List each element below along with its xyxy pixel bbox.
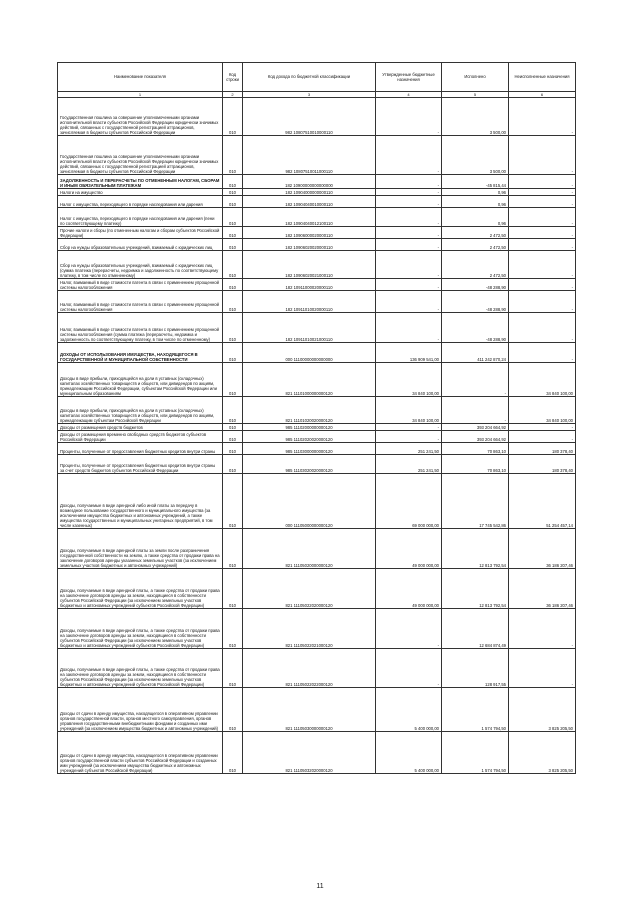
cell-kbk: 182 10906000020000110 (243, 227, 376, 239)
header-kbk: Код дохода по бюджетной классификации (243, 63, 376, 92)
table-row (58, 455, 576, 474)
cell-kbk: 982 10807510010000110 (243, 98, 376, 136)
cell-code: 010 (223, 455, 243, 474)
table-row (58, 474, 576, 529)
cell-name: Проценты, полученные от предоставления бюджетных кредитов внутри страны за счет средств бюджетов субъектов Российской Федерации (58, 455, 223, 474)
table-row (58, 397, 576, 424)
header-unexecuted: Неисполненные назначения (509, 63, 576, 92)
cell-kbk: 982 10807510011000110 (243, 136, 376, 175)
cell-code: 010 (223, 443, 243, 455)
cell-executed: - (442, 363, 509, 397)
cell-executed: 2 472,50 (442, 227, 509, 239)
cell-name: Налоги на имущество (58, 189, 223, 196)
cell-code: 010 (223, 136, 243, 175)
cell-name: Доходы от размещения временно свободных средств бюджетов субъектов Российской Федерации (58, 431, 223, 443)
cell-executed: 12 813 792,54 (442, 569, 509, 609)
cell-kbk: 182 10904040012100110 (243, 208, 376, 227)
cell-kbk: 985 11102000000000120 (243, 424, 376, 431)
column-number: 5 (442, 92, 509, 98)
cell-unexecuted: - (509, 649, 576, 688)
cell-approved: - (376, 196, 442, 208)
table-row (58, 279, 576, 291)
cell-approved: 251 241,50 (376, 443, 442, 455)
table-row (58, 431, 576, 443)
table-row (58, 175, 576, 189)
cell-executed: 393 204 664,92 (442, 431, 509, 443)
cell-unexecuted: 36 186 207,46 (509, 529, 576, 569)
cell-executed: -48 288,90 (442, 313, 509, 343)
table-row (58, 251, 576, 279)
cell-approved: 49 000 000,00 (376, 529, 442, 569)
cell-kbk: 985 11102020020000120 (243, 431, 376, 443)
cell-approved: 5 400 000,00 (376, 732, 442, 774)
cell-approved: - (376, 239, 442, 251)
table-row (58, 196, 576, 208)
cell-approved: - (376, 609, 442, 649)
cell-executed: 2 472,50 (442, 251, 509, 279)
cell-approved: 34 840 100,00 (376, 363, 442, 397)
cell-kbk: 821 11105022022000120 (243, 649, 376, 688)
cell-unexecuted: - (509, 175, 576, 189)
table-row (58, 732, 576, 774)
cell-code: 010 (223, 688, 243, 732)
column-number: 4 (376, 92, 442, 98)
cell-kbk: 182 10900000000000000 (243, 175, 376, 189)
cell-name: Доходы, получаемые в виде арендной платы, а также средства от продажи права на заключение договоров аренды за земли, находящиеся в собственности субъектов Российской Федерации (за исключением земельных участков бюджетных и автономных учреждений субъектов Российской Федерации) (58, 609, 223, 649)
cell-name: Налог, взимаемый в виде стоимости патента в связи с применением упрощенной системы налогообложения (сумма платежа (перерасчеты, недоимка и задолженность по соответствующему платежу, в том числе по отмененному) (58, 313, 223, 343)
cell-name: Государственная пошлина за совершение уполномоченными органами исполнительной власти субъектов Российской Федерации юридически значимых действий, связанных с государственной регистрацией аттракционов, зачисляемая в бюджеты субъектов Российской Федерации (58, 136, 223, 175)
cell-executed: 2 472,50 (442, 239, 509, 251)
table-row (58, 529, 576, 569)
cell-unexecuted: - (509, 208, 576, 227)
cell-code: 010 (223, 227, 243, 239)
cell-code: 010 (223, 239, 243, 251)
cell-approved: - (376, 649, 442, 688)
table-row (58, 227, 576, 239)
cell-approved: - (376, 424, 442, 431)
cell-unexecuted: 34 840 100,00 (509, 363, 576, 397)
cell-unexecuted: - (509, 431, 576, 443)
cell-executed: 3 500,00 (442, 98, 509, 136)
cell-kbk: 821 11105032020000120 (243, 732, 376, 774)
column-number: 1 (58, 92, 223, 98)
cell-unexecuted: - (509, 136, 576, 175)
cell-kbk: 182 10911010020000110 (243, 291, 376, 313)
cell-approved: - (376, 279, 442, 291)
cell-code: 010 (223, 196, 243, 208)
cell-code: 010 (223, 313, 243, 343)
cell-code: 010 (223, 279, 243, 291)
cell-code: 010 (223, 609, 243, 649)
cell-kbk: 821 11105022020000120 (243, 569, 376, 609)
cell-approved: - (376, 175, 442, 189)
cell-code: 010 (223, 431, 243, 443)
table-row (58, 688, 576, 732)
cell-kbk: 182 10906020020000110 (243, 239, 376, 251)
column-number: 6 (509, 92, 576, 98)
cell-kbk: 000 11105000000000120 (243, 474, 376, 529)
cell-executed: -48 288,90 (442, 291, 509, 313)
cell-kbk: 821 11105020000000120 (243, 529, 376, 569)
table-row (58, 649, 576, 688)
cell-code: 010 (223, 529, 243, 569)
cell-code: 010 (223, 569, 243, 609)
cell-kbk: 000 11100000000000000 (243, 343, 376, 363)
cell-code: 010 (223, 98, 243, 136)
table-row (58, 98, 576, 136)
cell-executed: 393 204 664,92 (442, 424, 509, 431)
cell-code: 010 (223, 424, 243, 431)
cell-approved: 136 909 541,00 (376, 343, 442, 363)
cell-kbk: 182 10911010021000110 (243, 313, 376, 343)
cell-unexecuted: - (509, 196, 576, 208)
cell-executed: 12 813 792,54 (442, 529, 509, 569)
cell-unexecuted: 51 254 457,14 (509, 474, 576, 529)
cell-kbk: 985 11103020020000120 (243, 455, 376, 474)
table-row (58, 189, 576, 196)
cell-approved: - (376, 189, 442, 196)
cell-name: Проценты, полученные от предоставления бюджетных кредитов внутри страны (58, 443, 223, 455)
cell-name: Налог с имущества, переходящего в порядке наследования или дарения (58, 196, 223, 208)
cell-code: 010 (223, 175, 243, 189)
cell-executed: 128 917,55 (442, 649, 509, 688)
cell-unexecuted: - (509, 98, 576, 136)
cell-kbk: 985 11103000000000120 (243, 443, 376, 455)
cell-executed: 17 745 542,86 (442, 474, 509, 529)
cell-executed: 0,96 (442, 208, 509, 227)
cell-approved: - (376, 313, 442, 343)
cell-executed: 0,96 (442, 196, 509, 208)
cell-unexecuted: 34 840 100,00 (509, 397, 576, 424)
cell-approved: - (376, 291, 442, 313)
cell-executed: 12 684 874,49 (442, 609, 509, 649)
cell-name: ЗАДОЛЖЕННОСТЬ И ПЕРЕРАСЧЕТЫ ПО ОТМЕНЕННЫМ НАЛОГАМ, СБОРАМ И ИНЫМ ОБЯЗАТЕЛЬНЫМ ПЛАТЕЖАМ (58, 175, 223, 189)
cell-executed: 1 574 794,50 (442, 732, 509, 774)
revenue-table (57, 62, 576, 774)
table-row (58, 208, 576, 227)
cell-unexecuted: 3 825 205,50 (509, 732, 576, 774)
table-row (58, 136, 576, 175)
cell-name: Налог с имущества, переходящего в порядке наследования или дарения (пени по соответствующему платежу) (58, 208, 223, 227)
cell-name: Доходы в виде прибыли, приходящейся на доли в уставных (складочных) капиталах хозяйственных товариществ и обществ, или дивидендов по акциям, принадлежащим субъектам Российской Федерации (58, 397, 223, 424)
cell-executed: 70 863,10 (442, 443, 509, 455)
cell-unexecuted: 36 186 207,46 (509, 569, 576, 609)
cell-name: Государственная пошлина за совершение уполномоченными органами исполнительной власти субъектов Российской Федерации юридически значимых действий, связанных с государственной регистрацией аттракционов, зачисляемая в бюджеты субъектов Российской Федерации (58, 98, 223, 136)
cell-approved: - (376, 136, 442, 175)
cell-kbk: 182 10904040010000110 (243, 196, 376, 208)
cell-name: Доходы, получаемые в виде арендной либо иной платы за передачу в возмездное пользование государственного и муниципального имущества (за исключением имущества бюджетных и автономных учреждений, а также имущества государственных и муниципальных унитарных предприятий, в том числе казенных) (58, 474, 223, 529)
cell-code: 010 (223, 291, 243, 313)
header-executed: Исполнено (442, 63, 509, 92)
cell-unexecuted: - (509, 189, 576, 196)
table-row (58, 363, 576, 397)
page-number: 11 (316, 883, 324, 890)
cell-code: 010 (223, 397, 243, 424)
cell-approved: - (376, 251, 442, 279)
cell-approved: 69 000 000,00 (376, 474, 442, 529)
cell-executed: -45 815,44 (442, 175, 509, 189)
cell-executed: -48 288,90 (442, 279, 509, 291)
table-body (58, 98, 576, 774)
cell-unexecuted: - (509, 424, 576, 431)
cell-executed: 411 242 870,24 (442, 343, 509, 363)
cell-name: Сбор на нужды образовательных учреждений, взимаемый с юридических лиц (сумма платежа (перерасчеты, недоимка и задолженность по соответствующему платежу, в том числе по отмененному) (58, 251, 223, 279)
table-row (58, 569, 576, 609)
cell-approved: - (376, 431, 442, 443)
cell-unexecuted: - (509, 291, 576, 313)
cell-executed: 0,96 (442, 189, 509, 196)
table-row (58, 609, 576, 649)
column-number: 2 (223, 92, 243, 98)
cell-approved: - (376, 98, 442, 136)
cell-name: Доходы от сдачи в аренду имущества, находящегося в оперативном управлении органов государственной власти субъектов Российской Федерации и созданных ими учреждений (за исключением имущества бюджетных и автономных учреждений субъектов Российской Федерации) (58, 732, 223, 774)
cell-unexecuted: - (509, 239, 576, 251)
cell-code: 010 (223, 343, 243, 363)
cell-name: Сбор на нужды образовательных учреждений, взимаемый с юридических лиц (58, 239, 223, 251)
header-approved: Утвержденные бюджетные назначения (376, 63, 442, 92)
cell-name: Налог, взимаемый в виде стоимости патента в связи с применением упрощенной системы налогообложения (58, 279, 223, 291)
cell-unexecuted: - (509, 609, 576, 649)
cell-kbk: 821 11101020020000120 (243, 397, 376, 424)
cell-kbk: 821 11105030000000120 (243, 688, 376, 732)
cell-kbk: 182 10904000000000110 (243, 189, 376, 196)
cell-executed: 1 574 794,50 (442, 688, 509, 732)
cell-executed: 70 863,10 (442, 455, 509, 474)
cell-unexecuted: - (509, 343, 576, 363)
table-row (58, 313, 576, 343)
cell-unexecuted: - (509, 313, 576, 343)
cell-approved: 49 000 000,00 (376, 569, 442, 609)
cell-approved: 34 840 100,00 (376, 397, 442, 424)
cell-approved: - (376, 227, 442, 239)
cell-name: Доходы, получаемые в виде арендной платы за земли после разграничения государственной собственности на землю, а также средства от продажи права на заключение договоров аренды указанных земельных участков (за исключением земельных участков бюджетных и автономных учреждений) (58, 529, 223, 569)
cell-kbk: 182 10911000020000110 (243, 279, 376, 291)
table-row (58, 291, 576, 313)
cell-executed: 3 500,00 (442, 136, 509, 175)
cell-code: 010 (223, 251, 243, 279)
cell-kbk: 821 11101000000000120 (243, 363, 376, 397)
cell-name: Доходы от размещения средств бюджетов (58, 424, 223, 431)
cell-approved: 251 241,50 (376, 455, 442, 474)
column-number: 3 (243, 92, 376, 98)
cell-code: 010 (223, 649, 243, 688)
cell-name: Налог, взимаемый в виде стоимости патента в связи с применением упрощенной системы налогообложения (58, 291, 223, 313)
cell-code: 010 (223, 189, 243, 196)
cell-kbk: 182 10906020021000110 (243, 251, 376, 279)
cell-code: 010 (223, 363, 243, 397)
table-row (58, 443, 576, 455)
cell-name: ДОХОДЫ ОТ ИСПОЛЬЗОВАНИЯ ИМУЩЕСТВА, НАХОДЯЩЕГОСЯ В ГОСУДАРСТВЕННОЙ И МУНИЦИПАЛЬНОЙ СОБСТВЕННОСТИ (58, 343, 223, 363)
cell-name: Доходы в виде прибыли, приходящейся на доли в уставных (складочных) капиталах хозяйственных товариществ и обществ, или дивидендов по акциям, принадлежащим Российской Федерации, субъектам Российской Федерации или муниципальным образованиям (58, 363, 223, 397)
cell-approved: 5 400 000,00 (376, 688, 442, 732)
cell-unexecuted: 180 378,40 (509, 443, 576, 455)
cell-unexecuted: - (509, 279, 576, 291)
table-header-row (58, 63, 576, 92)
cell-code: 010 (223, 208, 243, 227)
cell-unexecuted: - (509, 251, 576, 279)
cell-name: Доходы, получаемые в виде арендной платы, а также средства от продажи права на заключение договоров аренды за земли, находящиеся в собственности субъектов Российской Федерации (за исключением земельных участков бюджетных и автономных учреждений субъектов Российской Федерации) (58, 569, 223, 609)
table-row (58, 424, 576, 431)
cell-executed: - (442, 397, 509, 424)
cell-unexecuted: 3 825 205,50 (509, 688, 576, 732)
cell-code: 010 (223, 474, 243, 529)
cell-code: 010 (223, 732, 243, 774)
header-code: Код строки (223, 63, 243, 92)
cell-approved: - (376, 208, 442, 227)
cell-kbk: 821 11105022021000120 (243, 609, 376, 649)
cell-unexecuted: 180 378,40 (509, 455, 576, 474)
cell-name: Прочие налоги и сборы (по отмененным налогам и сборам субъектов Российской Федерации) (58, 227, 223, 239)
table-row (58, 343, 576, 363)
cell-name: Доходы, получаемые в виде арендной платы, а также средства от продажи права на заключение договоров аренды за земли, находящиеся в собственности субъектов Российской Федерации (за исключением земельных участков бюджетных и автономных учреждений субъектов Российской Федерации) (58, 649, 223, 688)
table-row (58, 239, 576, 251)
cell-name: Доходы от сдачи в аренду имущества, находящегося в оперативном управлении органов государственной власти, органов местного самоуправления, органов управления государственными внебюджетными фондами и созданных ими учреждений (за исключением имущества бюджетных и автономных учреждений) (58, 688, 223, 732)
cell-unexecuted: - (509, 227, 576, 239)
header-name: Наименование показателя (58, 63, 223, 92)
